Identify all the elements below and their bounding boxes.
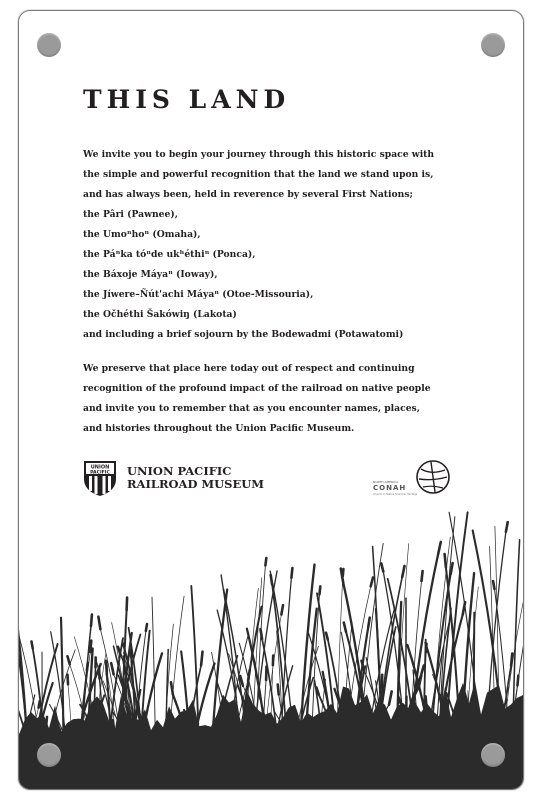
prairie-grass-silhouette — [19, 489, 523, 789]
mounting-bolt-top-left — [37, 33, 61, 57]
mounting-bolt-bottom-right — [481, 743, 505, 767]
conah-small-bottom: Council on Native American Heritage — [373, 493, 418, 496]
mounting-bolt-top-right — [481, 33, 505, 57]
text-line: the Pâri (Pawnee), — [83, 209, 178, 220]
text-line: and invite you to remember that as you encounter names, places, — [83, 403, 420, 414]
text-line: the Očhéthi Šakówiŋ (Lakota) — [83, 309, 237, 320]
page-title: THIS LAND — [83, 85, 291, 114]
text-line: the Páⁿka tóⁿde ukʰéthiⁿ (Ponca), — [83, 249, 256, 260]
sign-panel — [18, 10, 524, 790]
text-line: We invite you to begin your journey through this historic space with — [83, 149, 435, 160]
conah-name: CONAH — [373, 484, 407, 492]
acknowledgement-text — [83, 145, 463, 439]
text-line: We preserve that place here today out of respect and continuing — [83, 363, 415, 374]
text-line: the Báxoje Máyaⁿ (Ioway), — [83, 269, 218, 280]
conah-small-top: NORTH AMERICA — [373, 480, 399, 484]
logo-line-2: RAILROAD MUSEUM — [127, 477, 265, 491]
text-line: and has always been, held in reverence by several First Nations; — [83, 189, 413, 200]
text-line: and including a brief sojourn by the Bodewadmi (Potawatomi) — [83, 329, 404, 340]
text-line: and histories throughout the Union Pacific Museum. — [83, 423, 355, 434]
shield-top-text: UNION — [90, 464, 110, 471]
text-line: the Umoⁿhoⁿ (Omaha), — [83, 229, 201, 240]
text-line: the simple and powerful recognition that the land we stand upon is, — [83, 169, 434, 180]
union-pacific-wordmark — [127, 465, 264, 491]
text-line: recognition of the profound impact of the railroad on native people — [83, 383, 431, 394]
logo-line-1: UNION PACIFIC — [127, 464, 232, 478]
shield-mid-text: PACIFIC — [90, 470, 110, 476]
text-line: the Jíwere–Ñút'achi Máyaⁿ (Otoe-Missouria), — [83, 289, 314, 300]
mounting-bolt-bottom-left — [37, 743, 61, 767]
